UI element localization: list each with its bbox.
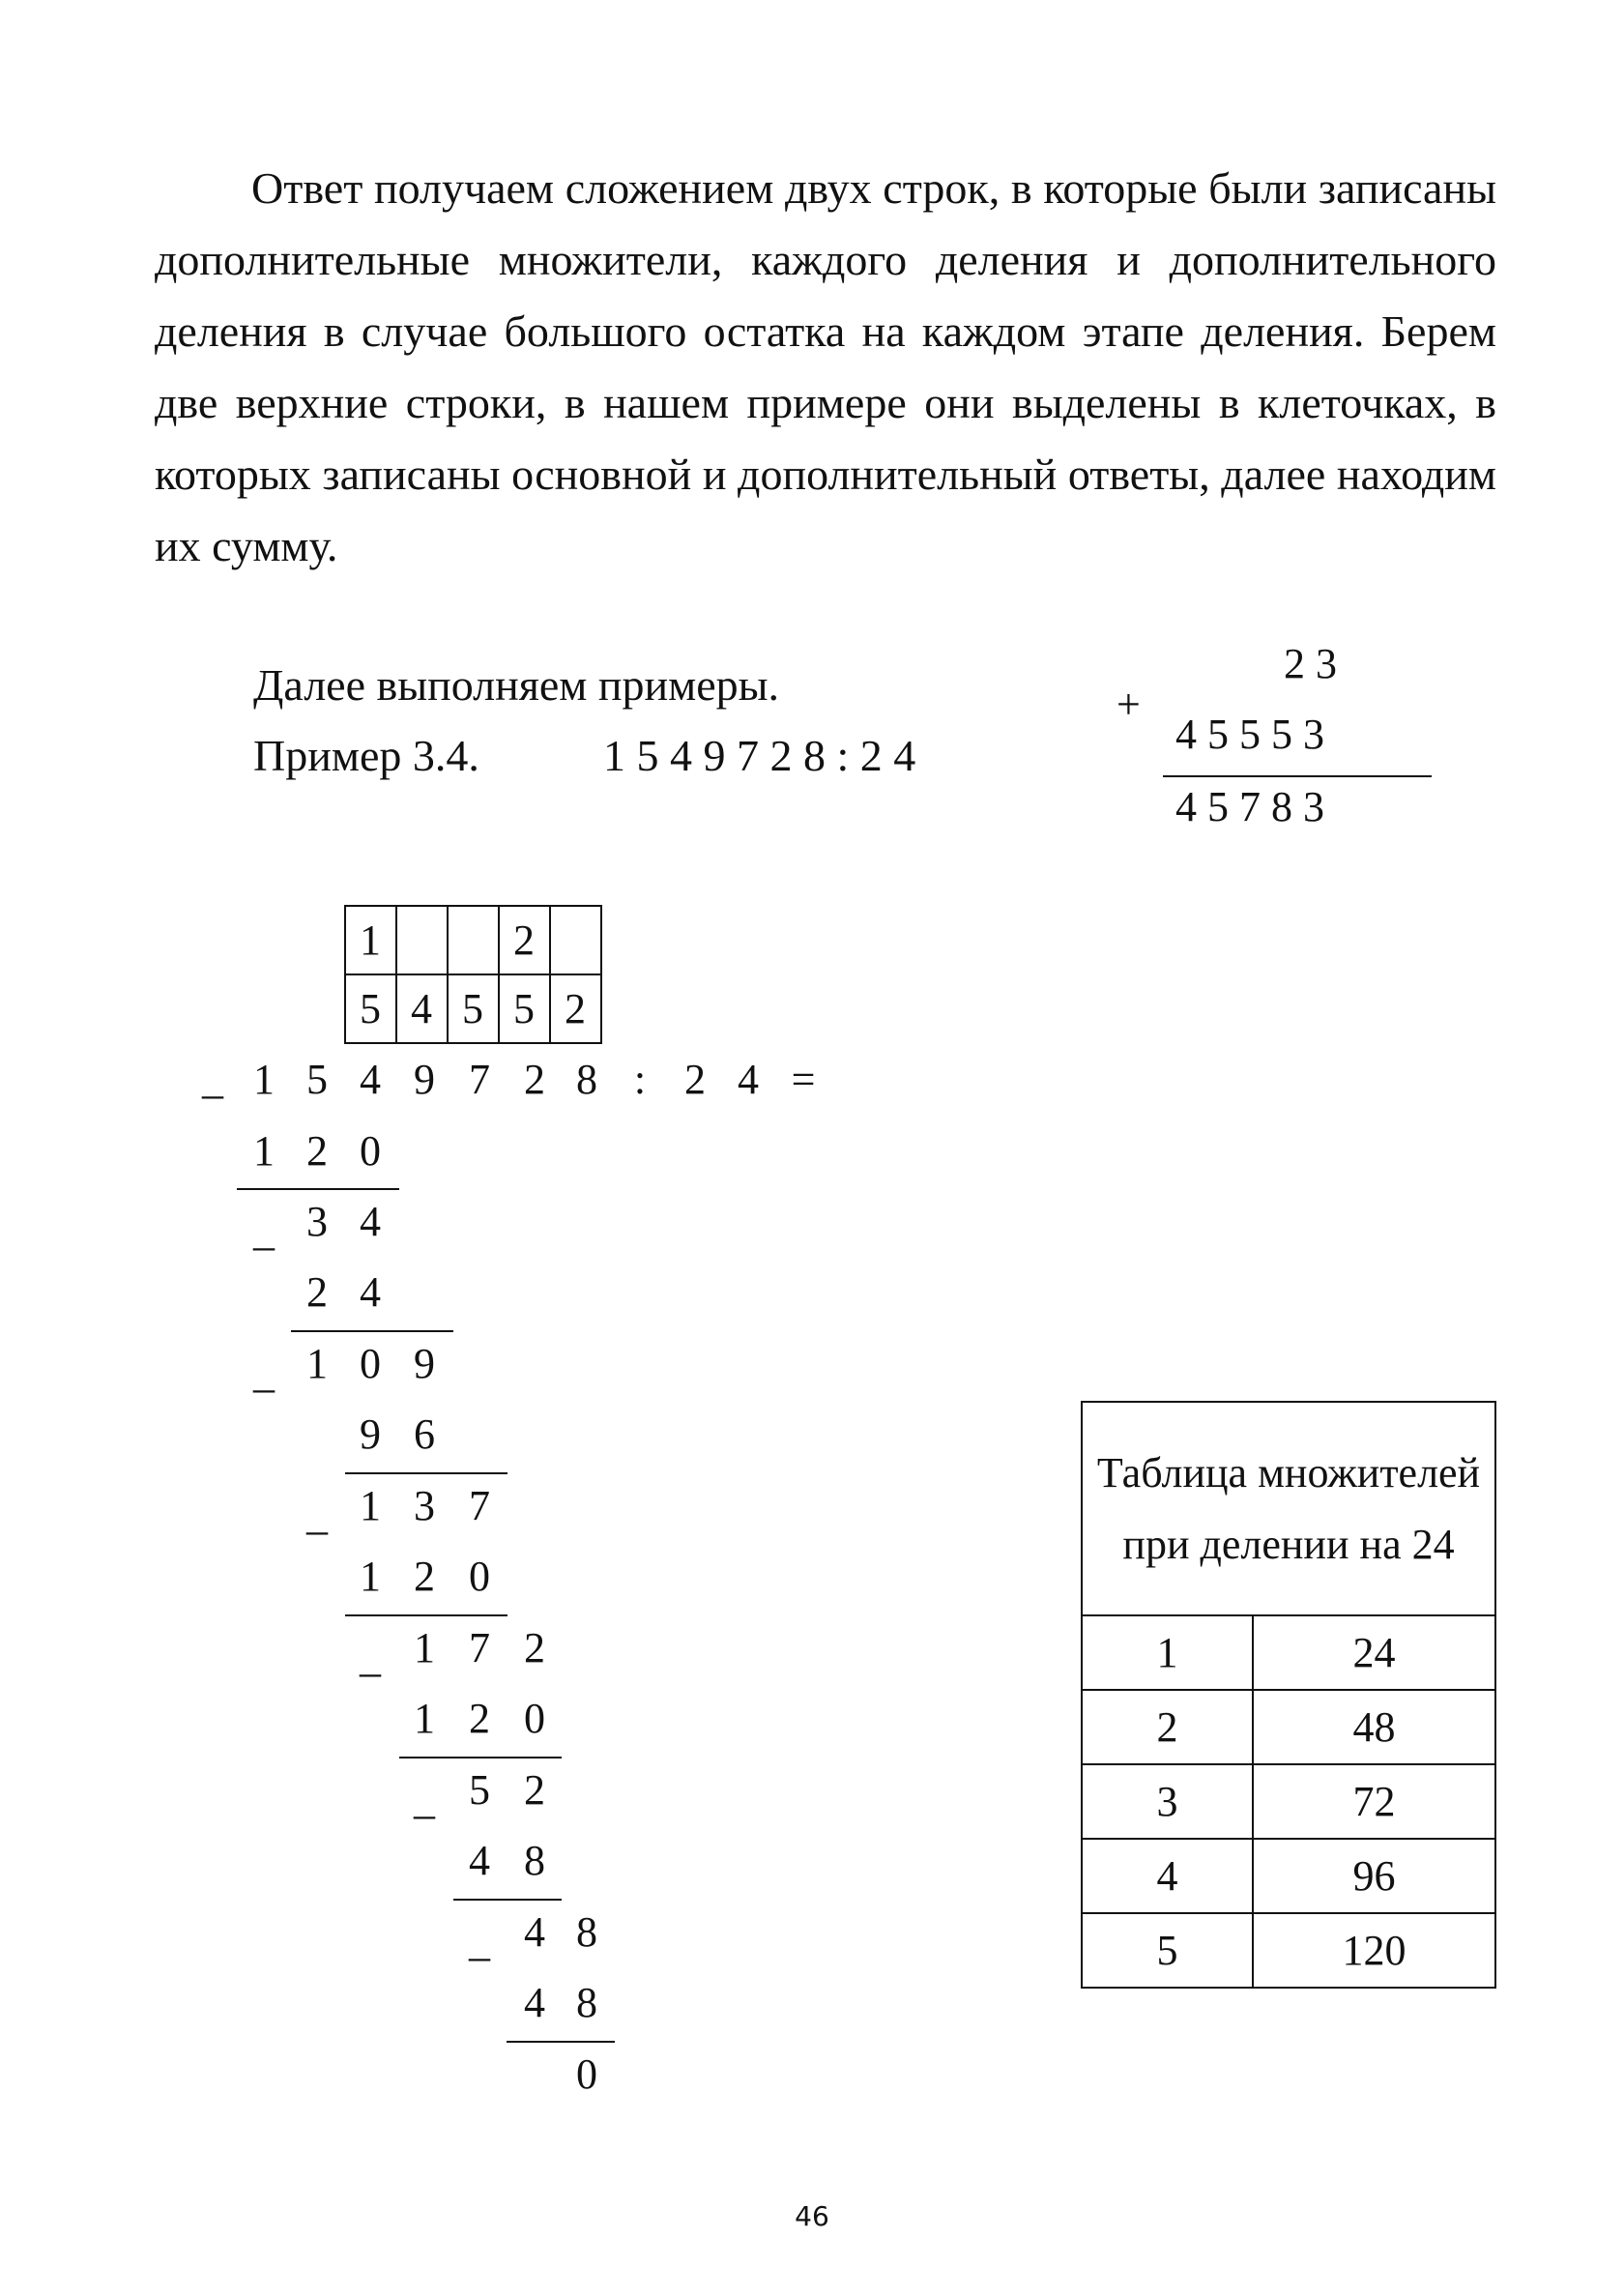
equals-sign: = xyxy=(791,1056,816,1103)
step-digit: 1 xyxy=(360,1482,381,1529)
division-step-row xyxy=(0,1692,870,1746)
division-remainder-row xyxy=(0,2048,870,2102)
step-digit: 4 xyxy=(360,1198,381,1245)
division-underline xyxy=(399,1757,562,1758)
answer-cell: 4 xyxy=(396,974,448,1043)
step-minus-sign: _ xyxy=(253,1207,275,1255)
divisor-digit: 4 xyxy=(738,1056,759,1103)
answer-cell xyxy=(550,906,601,974)
step-digit: 2 xyxy=(469,1695,490,1742)
step-digit: 3 xyxy=(306,1198,328,1245)
dividend-digit: 1 xyxy=(253,1056,275,1103)
step-digit: 4 xyxy=(469,1837,490,1884)
remainder-digit: 0 xyxy=(576,2050,597,2098)
division-step-row xyxy=(0,1976,870,2030)
step-minus-sign: _ xyxy=(469,1918,490,1965)
step-minus-sign: _ xyxy=(306,1492,328,1539)
division-step-row xyxy=(0,1834,870,1888)
division-underline xyxy=(291,1330,453,1332)
body-paragraph xyxy=(155,153,1496,582)
step-digit: 4 xyxy=(524,1979,545,2026)
answer-cell xyxy=(448,906,499,974)
step-digit: 1 xyxy=(414,1695,435,1742)
step-digit: 3 xyxy=(414,1482,435,1529)
step-minus-sign: _ xyxy=(360,1634,381,1681)
answer-cell: 5 xyxy=(448,974,499,1043)
division-step-row xyxy=(0,1550,870,1604)
answer-cell: 5 xyxy=(499,974,550,1043)
dividend-digit: 8 xyxy=(576,1056,597,1103)
step-digit: 0 xyxy=(469,1553,490,1600)
step-digit: 1 xyxy=(306,1340,328,1387)
division-step-row xyxy=(0,1265,870,1320)
division-step-row xyxy=(0,1479,870,1539)
step-digit: 2 xyxy=(306,1127,328,1175)
step-digit: 4 xyxy=(360,1268,381,1316)
division-step-row xyxy=(0,1763,870,1823)
dividend-digit: 4 xyxy=(360,1056,381,1103)
division-step-row xyxy=(0,1408,870,1462)
division-step-row xyxy=(0,1124,870,1178)
step-minus-sign: _ xyxy=(253,1350,275,1397)
step-minus-sign: _ xyxy=(414,1776,435,1823)
answer-grid xyxy=(344,905,602,1044)
step-digit: 0 xyxy=(524,1695,545,1742)
step-digit: 7 xyxy=(469,1482,490,1529)
example-label: Пример 3.4. xyxy=(253,731,479,780)
step-digit: 2 xyxy=(414,1553,435,1600)
division-underline xyxy=(345,1472,508,1474)
multiplier-cell: 3 xyxy=(1082,1764,1253,1839)
step-digit: 2 xyxy=(306,1268,328,1316)
answer-cell: 5 xyxy=(345,974,396,1043)
step-digit: 9 xyxy=(360,1410,381,1458)
step-digit: 1 xyxy=(253,1127,275,1175)
product-cell: 120 xyxy=(1253,1913,1495,1988)
addition-result: 4 5 7 8 3 xyxy=(1175,783,1324,830)
step-digit: 1 xyxy=(414,1624,435,1671)
step-digit: 8 xyxy=(576,1908,597,1956)
answer-cell: 2 xyxy=(499,906,550,974)
division-minus-sign: _ xyxy=(202,1056,223,1103)
step-digit: 0 xyxy=(360,1340,381,1387)
page-number: 46 xyxy=(795,2200,829,2232)
step-digit: 8 xyxy=(576,1979,597,2026)
multiplier-cell: 2 xyxy=(1082,1690,1253,1764)
dividend-digit: 5 xyxy=(306,1056,328,1103)
multiplier-cell: 5 xyxy=(1082,1913,1253,1988)
division-step-row xyxy=(0,1905,870,1965)
division-underline xyxy=(453,1899,562,1901)
multiplier-table-row xyxy=(1082,1839,1495,1913)
step-digit: 4 xyxy=(524,1908,545,1956)
multiplier-table-header-row xyxy=(1082,1402,1495,1615)
example-expression: 1 5 4 9 7 2 8 : 2 4 xyxy=(603,731,916,780)
multiplier-table-title: Таблица множителей при делении на 24 xyxy=(1082,1402,1495,1615)
addition-sum-line xyxy=(1163,775,1432,777)
division-underline xyxy=(237,1188,399,1190)
paragraph-text: Ответ получаем сложением двух строк, в которые были записаны дополнительные множители, каждого деления и дополнительного деления в случае большого остатка на каждом этапе деления. Берем две верхние строки, в нашем примере они выделены в клеточках, в которых записаны основной и дополнительный ответы, далее находим их сумму. xyxy=(155,163,1496,570)
division-step-row xyxy=(0,1621,870,1681)
step-digit: 7 xyxy=(469,1624,490,1671)
addition-plus-sign: + xyxy=(1116,681,1141,728)
step-digit: 0 xyxy=(360,1127,381,1175)
dividend-digit: 2 xyxy=(524,1056,545,1103)
answer-cell: 2 xyxy=(550,974,601,1043)
product-cell: 48 xyxy=(1253,1690,1495,1764)
addition-row-2: 4 5 5 5 3 xyxy=(1175,711,1324,758)
dividend-digit: 9 xyxy=(414,1056,435,1103)
division-step-row xyxy=(0,1195,870,1255)
division-colon: : xyxy=(633,1056,647,1103)
step-digit: 8 xyxy=(524,1837,545,1884)
step-digit: 6 xyxy=(414,1410,435,1458)
division-header xyxy=(0,1053,870,1107)
multiplier-table-row xyxy=(1082,1913,1495,1988)
answer-cell: 1 xyxy=(345,906,396,974)
step-digit: 1 xyxy=(360,1553,381,1600)
step-digit: 9 xyxy=(414,1340,435,1387)
answer-cell xyxy=(396,906,448,974)
dividend-digit: 7 xyxy=(469,1056,490,1103)
division-underline xyxy=(345,1614,508,1616)
division-step-row xyxy=(0,1337,870,1397)
intro-line: Далее выполняем примеры. xyxy=(253,660,780,710)
answer-grid-top-row xyxy=(345,906,601,974)
step-digit: 5 xyxy=(469,1766,490,1814)
addition-row-1: 2 3 xyxy=(1284,640,1337,687)
multiplier-table-row xyxy=(1082,1764,1495,1839)
product-cell: 96 xyxy=(1253,1839,1495,1913)
division-underline xyxy=(507,2041,615,2043)
multiplier-table xyxy=(1081,1401,1496,1989)
multiplier-table-row xyxy=(1082,1690,1495,1764)
multiplier-table-row xyxy=(1082,1615,1495,1690)
multiplier-cell: 4 xyxy=(1082,1839,1253,1913)
step-digit: 2 xyxy=(524,1624,545,1671)
product-cell: 24 xyxy=(1253,1615,1495,1690)
answer-grid-bottom-row xyxy=(345,974,601,1043)
divisor-digit: 2 xyxy=(684,1056,706,1103)
multiplier-cell: 1 xyxy=(1082,1615,1253,1690)
step-digit: 2 xyxy=(524,1766,545,1814)
product-cell: 72 xyxy=(1253,1764,1495,1839)
